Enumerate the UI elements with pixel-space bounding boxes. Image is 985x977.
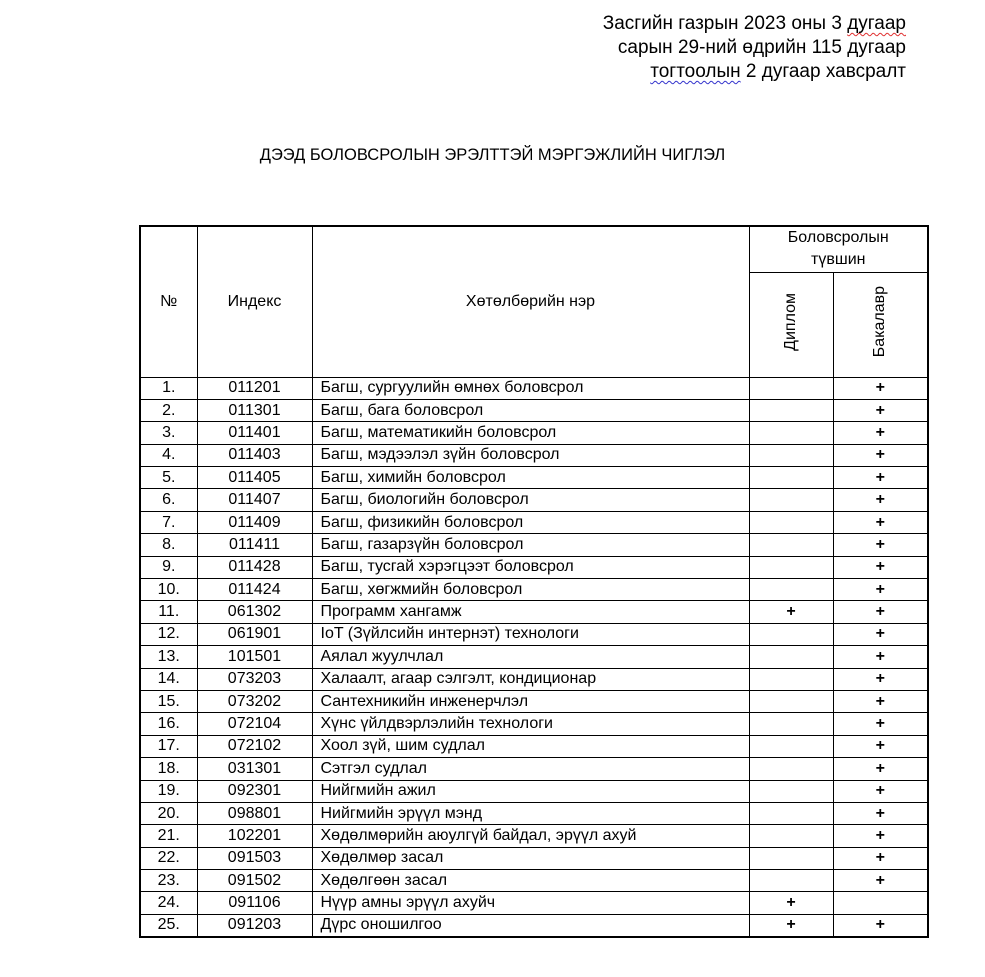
diploma-mark-cell: +	[749, 892, 833, 914]
diploma-mark-cell	[749, 534, 833, 556]
program-name-cell: Хөдөлмөр засал	[312, 847, 749, 869]
bachelor-mark-cell: +	[833, 444, 928, 466]
annotation-line-3	[603, 60, 906, 84]
program-name-cell: Сантехникийн инженерчлэл	[312, 690, 749, 712]
table-row	[140, 914, 928, 936]
index-cell: 091503	[197, 847, 312, 869]
program-name-cell: Багш, бага боловсрол	[312, 399, 749, 421]
row-number-cell: 1.	[140, 377, 197, 399]
index-cell: 091502	[197, 870, 312, 892]
table-row	[140, 467, 928, 489]
table-row	[140, 489, 928, 511]
bachelor-mark-cell: +	[833, 377, 928, 399]
diploma-mark-cell	[749, 870, 833, 892]
table-row	[140, 579, 928, 601]
row-number-cell: 17.	[140, 735, 197, 757]
table-row	[140, 623, 928, 645]
row-number-cell: 6.	[140, 489, 197, 511]
index-cell: 011428	[197, 556, 312, 578]
row-number-cell: 2.	[140, 399, 197, 421]
program-name-cell: Багш, физикийн боловсрол	[312, 511, 749, 533]
index-cell: 011407	[197, 489, 312, 511]
bachelor-mark-cell: +	[833, 489, 928, 511]
bachelor-mark-cell: +	[833, 579, 928, 601]
diploma-mark-cell	[749, 825, 833, 847]
bachelor-mark-cell: +	[833, 601, 928, 623]
table-row	[140, 399, 928, 421]
bachelor-mark-cell: +	[833, 802, 928, 824]
index-cell: 011201	[197, 377, 312, 399]
table-row	[140, 422, 928, 444]
table-row	[140, 646, 928, 668]
table-row	[140, 444, 928, 466]
bachelor-mark-cell: +	[833, 758, 928, 780]
table-row	[140, 802, 928, 824]
table-body	[140, 377, 928, 937]
table-row	[140, 713, 928, 735]
row-number-cell: 7.	[140, 511, 197, 533]
row-number-cell: 20.	[140, 802, 197, 824]
diploma-mark-cell: +	[749, 914, 833, 936]
annotation-line-2: сарын 29-ний өдрийн 115 дугаар	[617, 37, 906, 58]
index-cell: 098801	[197, 802, 312, 824]
program-name-cell: Багш, биологийн боловсрол	[312, 489, 749, 511]
diploma-mark-cell	[749, 802, 833, 824]
index-cell: 091106	[197, 892, 312, 914]
program-name-cell: Аялал жуулчлал	[312, 646, 749, 668]
index-cell: 011405	[197, 467, 312, 489]
bachelor-mark-cell: +	[833, 690, 928, 712]
diploma-mark-cell	[749, 780, 833, 802]
row-number-cell: 21.	[140, 825, 197, 847]
annotation-line-3-text: 2 дугаар хавсралт	[740, 61, 906, 82]
row-number-cell: 16.	[140, 713, 197, 735]
bachelor-mark-cell: +	[833, 511, 928, 533]
diploma-mark-cell	[749, 735, 833, 757]
program-name-cell: Дүрс оношилгоо	[312, 914, 749, 936]
row-number-cell: 24.	[140, 892, 197, 914]
program-name-cell: Нүүр амны эрүүл ахуйч	[312, 892, 749, 914]
bachelor-mark-cell: +	[833, 534, 928, 556]
program-name-cell: Хоол зүй, шим судлал	[312, 735, 749, 757]
bachelor-mark-cell: +	[833, 780, 928, 802]
table-row	[140, 668, 928, 690]
table-header	[140, 226, 928, 377]
bachelor-mark-cell: +	[833, 870, 928, 892]
diploma-label: Диплом	[782, 293, 800, 351]
index-cell: 011403	[197, 444, 312, 466]
row-number-cell: 19.	[140, 780, 197, 802]
table-row	[140, 870, 928, 892]
table-row	[140, 377, 928, 399]
bachelor-mark-cell: +	[833, 713, 928, 735]
row-number-cell: 5.	[140, 467, 197, 489]
program-name-cell: Халаалт, агаар сэлгэлт, кондиционар	[312, 668, 749, 690]
bachelor-mark-cell: +	[833, 825, 928, 847]
grammarcheck-flagged-word[interactable]: тогтоолын	[650, 61, 741, 82]
diploma-mark-cell	[749, 690, 833, 712]
diploma-mark-cell	[749, 713, 833, 735]
index-cell: 073202	[197, 690, 312, 712]
annotation-line-1	[603, 12, 906, 36]
column-header-education-level	[749, 226, 928, 272]
index-cell: 031301	[197, 758, 312, 780]
row-number-cell: 11.	[140, 601, 197, 623]
diploma-mark-cell	[749, 511, 833, 533]
column-header-program-name: Хөтөлбөрийн нэр	[312, 226, 749, 377]
diploma-mark-cell	[749, 489, 833, 511]
program-name-cell: Багш, мэдээлэл зүйн боловсрол	[312, 444, 749, 466]
diploma-mark-cell	[749, 623, 833, 645]
table-row	[140, 534, 928, 556]
table-row	[140, 735, 928, 757]
program-name-cell: Багш, хөгжмийн боловсрол	[312, 579, 749, 601]
bachelor-mark-cell: +	[833, 422, 928, 444]
bachelor-mark-cell: +	[833, 646, 928, 668]
bachelor-label: Бакалавр	[871, 286, 889, 358]
row-number-cell: 18.	[140, 758, 197, 780]
diploma-mark-cell: +	[749, 601, 833, 623]
diploma-mark-cell	[749, 579, 833, 601]
column-header-no: №	[140, 226, 197, 377]
index-cell: 061901	[197, 623, 312, 645]
diploma-mark-cell	[749, 467, 833, 489]
row-number-cell: 12.	[140, 623, 197, 645]
column-header-index: Индекс	[197, 226, 312, 377]
bachelor-mark-cell: +	[833, 467, 928, 489]
program-name-cell: Хөдөлгөөн засал	[312, 870, 749, 892]
row-number-cell: 14.	[140, 668, 197, 690]
education-level-label: Боловсролын түвшин	[787, 229, 889, 269]
bachelor-mark-cell: +	[833, 847, 928, 869]
program-name-cell: Багш, математикийн боловсрол	[312, 422, 749, 444]
index-cell: 073203	[197, 668, 312, 690]
table-row	[140, 758, 928, 780]
diploma-mark-cell	[749, 668, 833, 690]
program-name-cell: Нийгмийн эрүүл мэнд	[312, 802, 749, 824]
index-cell: 072102	[197, 735, 312, 757]
row-number-cell: 23.	[140, 870, 197, 892]
bachelor-mark-cell: +	[833, 623, 928, 645]
row-number-cell: 8.	[140, 534, 197, 556]
row-number-cell: 15.	[140, 690, 197, 712]
program-name-cell: IoT (Зүйлсийн интернэт) технологи	[312, 623, 749, 645]
diploma-mark-cell	[749, 444, 833, 466]
index-cell: 072104	[197, 713, 312, 735]
bachelor-mark-cell	[833, 892, 928, 914]
program-name-cell: Программ хангамж	[312, 601, 749, 623]
index-cell: 061302	[197, 601, 312, 623]
column-header-bachelor	[833, 272, 928, 377]
index-cell: 011401	[197, 422, 312, 444]
program-name-cell: Багш, сургуулийн өмнөх боловсрол	[312, 377, 749, 399]
program-name-cell: Хөдөлмөрийн аюулгүй байдал, эрүүл ахуй	[312, 825, 749, 847]
table-row	[140, 556, 928, 578]
index-cell: 011301	[197, 399, 312, 421]
annotation-line-1-text: Засгийн газрын 2023 оны 3	[602, 13, 848, 34]
bachelor-mark-cell: +	[833, 735, 928, 757]
bachelor-mark-cell: +	[833, 914, 928, 936]
index-cell: 011411	[197, 534, 312, 556]
table-row	[140, 825, 928, 847]
program-name-cell: Сэтгэл судлал	[312, 758, 749, 780]
program-name-cell: Нийгмийн ажил	[312, 780, 749, 802]
row-number-cell: 13.	[140, 646, 197, 668]
index-cell: 092301	[197, 780, 312, 802]
diploma-mark-cell	[749, 377, 833, 399]
index-cell: 101501	[197, 646, 312, 668]
header-row-group	[140, 226, 928, 272]
table-row	[140, 690, 928, 712]
table-row	[140, 892, 928, 914]
index-cell: 011409	[197, 511, 312, 533]
index-cell: 102201	[197, 825, 312, 847]
program-name-cell: Багш, химийн боловсрол	[312, 467, 749, 489]
row-number-cell: 22.	[140, 847, 197, 869]
table-row	[140, 847, 928, 869]
diploma-mark-cell	[749, 847, 833, 869]
document-title: ДЭЭД БОЛОВСРОЛЫН ЭРЭЛТТЭЙ МЭРГЭЖЛИЙН ЧИГЛЭЛ	[259, 146, 726, 164]
programs-table	[139, 225, 929, 938]
bachelor-mark-cell: +	[833, 399, 928, 421]
column-header-diploma	[749, 272, 833, 377]
table-row	[140, 601, 928, 623]
diploma-mark-cell	[749, 646, 833, 668]
diploma-mark-cell	[749, 758, 833, 780]
program-name-cell: Хүнс үйлдвэрлэлийн технологи	[312, 713, 749, 735]
diploma-mark-cell	[749, 399, 833, 421]
bachelor-mark-cell: +	[833, 556, 928, 578]
program-name-cell: Багш, тусгай хэрэгцээт боловсрол	[312, 556, 749, 578]
spellcheck-flagged-word[interactable]: дугаар	[847, 13, 906, 34]
index-cell: 011424	[197, 579, 312, 601]
diploma-mark-cell	[749, 556, 833, 578]
row-number-cell: 3.	[140, 422, 197, 444]
row-number-cell: 10.	[140, 579, 197, 601]
program-name-cell: Багш, газарзүйн боловсрол	[312, 534, 749, 556]
table-row	[140, 511, 928, 533]
diploma-mark-cell	[749, 422, 833, 444]
row-number-cell: 4.	[140, 444, 197, 466]
row-number-cell: 9.	[140, 556, 197, 578]
bachelor-mark-cell: +	[833, 668, 928, 690]
appendix-annotation	[603, 12, 906, 84]
row-number-cell: 25.	[140, 914, 197, 936]
index-cell: 091203	[197, 914, 312, 936]
table-row	[140, 780, 928, 802]
